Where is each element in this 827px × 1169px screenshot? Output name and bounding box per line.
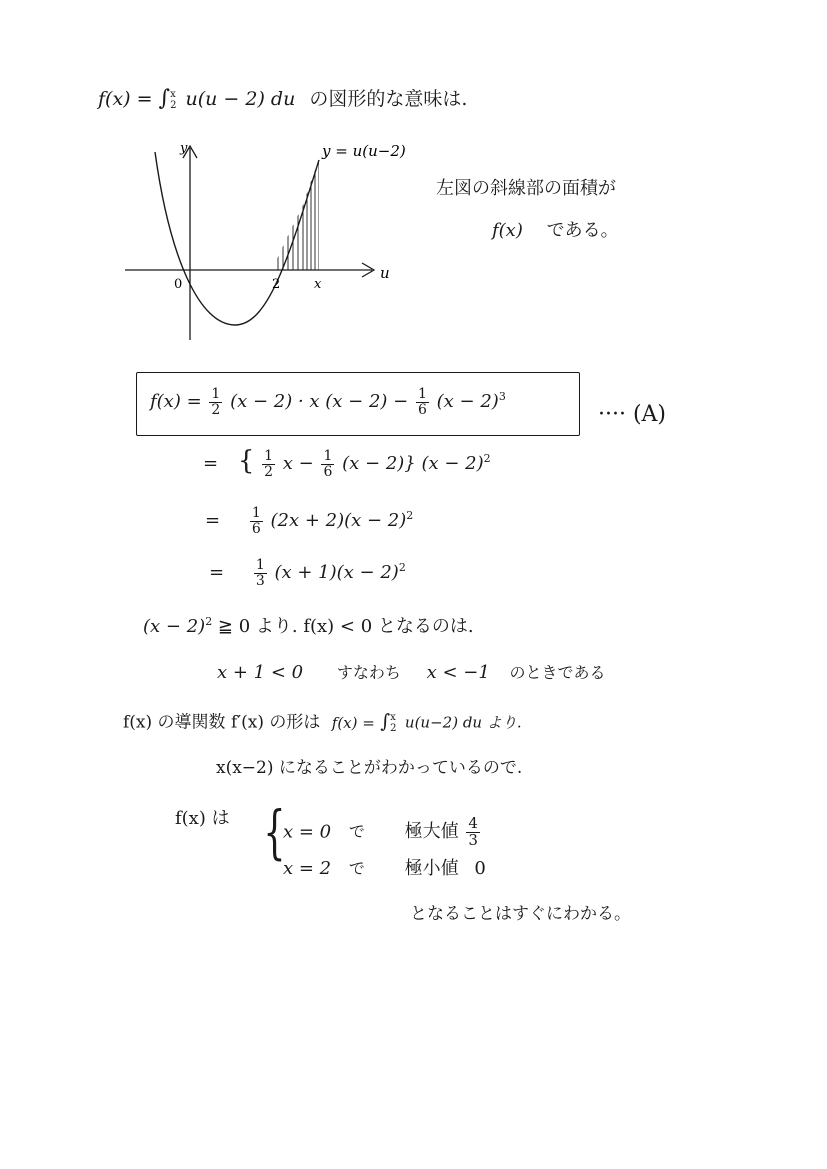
hatched-area [278,140,319,270]
eq-a-exp: 3 [498,390,506,404]
eq3-exp: 2 [406,509,414,523]
equation-2 [203,448,491,479]
condition-line-2 [217,664,606,682]
row2-de: で [348,859,365,878]
u-axis-label: u [380,264,390,282]
eq2-exp: 2 [483,452,491,465]
integral-upper: x [170,89,176,100]
row2-label: 極小値 [404,858,459,879]
origin-label: 0 [174,277,183,292]
deriv-a: f(x) の導関数 f′(x) の形は [123,712,321,733]
extrema-row-1 [283,816,482,849]
row1-de: で [348,822,365,842]
eq2-frac1: $\frac{1}{2}$ [264,447,274,480]
integral-limits [170,89,176,111]
eq3-eq: = [205,510,221,532]
eq4-frac: $\frac{1}{3}$ [255,557,265,589]
cond-exp: 2 [205,615,213,628]
deriv-integral-sign: ∫ [380,710,391,733]
eq4-eq: = [209,562,225,584]
header-line [98,88,467,111]
eq-a-frac1: $\frac{1}{2}$ [211,386,221,418]
eq-a-tail: (x − 2) [436,391,499,413]
deriv-integral-limits: x 2 [390,712,397,734]
closing-line: となることはすぐにわかる。 [410,904,631,924]
cond-base: (x − 2) [143,616,206,637]
eq3-body: (2x + 2)(x − 2) [270,510,407,532]
eq3-frac: $\frac{1}{6}$ [251,505,261,537]
eq2-frac2: $\frac{1}{6}$ [323,447,333,480]
condition-line [143,616,474,636]
tick-2-label: 2 [272,277,281,292]
graph-note-line1: 左図の斜線部の面積が [436,178,616,199]
tick-x-label: x [314,277,322,292]
row1-math: x = 0 [283,821,332,843]
extrema-lead: f(x) は [175,808,230,829]
eq4-exp: 2 [398,561,406,575]
deriv-c: u(u−2) du より. [404,713,522,732]
integral-sign: ∫ [158,86,171,111]
derivative-line [123,712,522,734]
cond2-c: x < −1 [426,662,490,683]
row1-frac: $\frac{4}{3}$ [468,814,478,849]
eq-a-mid: (x − 2) · x (x − 2) − [230,391,409,413]
cond-rest: ≧ 0 より. f(x) < 0 となるのは. [217,616,474,637]
graph-note-line2 [492,222,619,240]
eq4-body: (x + 1)(x − 2) [274,562,399,584]
eq-a-frac2: $\frac{1}{6}$ [418,386,427,418]
cond2-d: のときである [509,663,606,682]
y-axis-label: y [180,141,188,156]
derivative-line-2: x(x−2) になることがわかっているので. [216,758,523,778]
deriv-b: f(x) = [331,713,375,732]
cond2-a: x + 1 < 0 [217,662,304,683]
graph-note-text: である。 [546,220,619,241]
curve-label: y = u(u−2) [322,142,406,160]
header-lhs: f(x) = [98,88,153,110]
row2-val: 0 [474,858,486,879]
integral-lower: 2 [170,100,177,111]
eq2-mid: x − [282,453,314,474]
header-text: の図形的な意味は. [309,88,468,110]
extrema-brace: { [263,798,286,866]
row1-label: 極大値 [404,821,459,843]
equation-3 [205,506,413,536]
extrema-row-2 [283,860,486,878]
eq2-tail: (x − 2)} (x − 2) [342,453,484,474]
parabola-graph [110,140,410,350]
graph-note-fx: f(x) [492,220,523,241]
parabola-curve [155,152,319,325]
eq2-open: { [237,446,255,476]
header-integrand: u(u − 2) du [185,88,296,110]
equation-a-tag: ···· (A) [598,402,667,427]
eq-a-lhs: f(x) = [150,391,202,413]
eq2-eq: = [203,453,219,474]
equation-a [150,387,506,417]
equation-4 [209,558,406,588]
cond2-b: すなわち [336,663,401,682]
row2-math: x = 2 [283,858,332,879]
